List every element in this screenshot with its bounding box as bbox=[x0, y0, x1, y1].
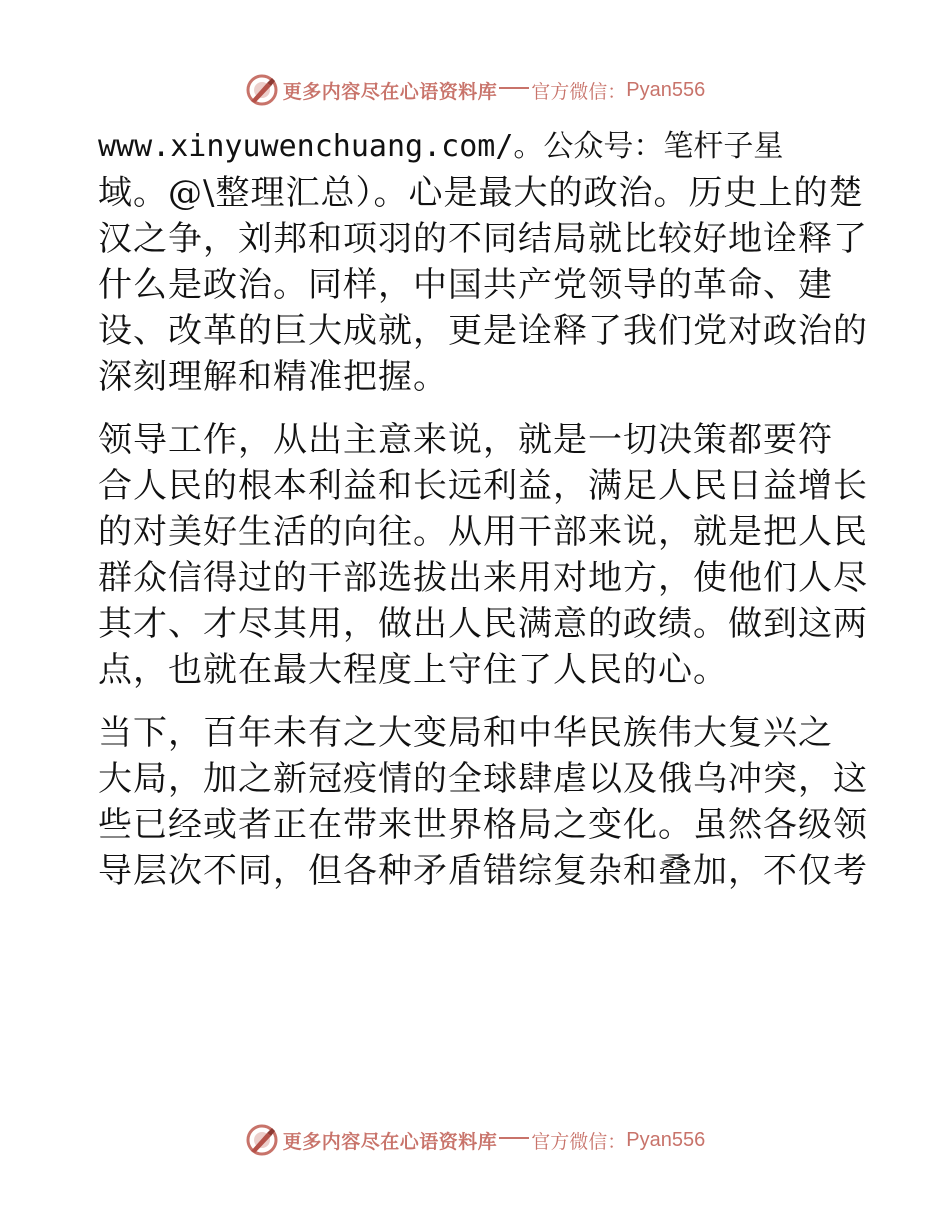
footer-dash bbox=[499, 1137, 529, 1139]
paragraph-line: 设、改革的巨大成就，更是诠释了我们党对政治的 bbox=[98, 311, 868, 351]
header-wechat-id: Pyan556 bbox=[626, 78, 706, 101]
paragraph-1 bbox=[98, 124, 868, 400]
paragraph-line: 其才、才尽其用，做出人民满意的政绩。做到这两 bbox=[98, 604, 868, 644]
footer-sub-text: 官方微信： bbox=[531, 1130, 627, 1153]
paragraph-line: 的对美好生活的向往。从用干部来说，就是把人民 bbox=[98, 512, 868, 552]
paragraph-line: 点，也就在最大程度上守住了人民的心。 bbox=[98, 650, 728, 690]
paragraph-line: 域。@\整理汇总）。心是最大的政治。历史上的楚 bbox=[98, 173, 864, 213]
pen-logo-icon bbox=[245, 1123, 279, 1157]
paragraph-line: 领导工作，从出主意来说，就是一切决策都要符 bbox=[98, 420, 833, 460]
paragraph-line: 深刻理解和精准把握。 bbox=[98, 357, 448, 397]
header-main-text: 更多内容尽在心语资料库 bbox=[282, 80, 498, 103]
header-sub-text: 官方微信： bbox=[531, 80, 627, 103]
paragraph-line: 导层次不同，但各种矛盾错综复杂和叠加，不仅考 bbox=[98, 851, 868, 891]
paragraph-line: 汉之争，刘邦和项羽的不同结局就比较好地诠释了 bbox=[98, 219, 868, 259]
header-dash bbox=[499, 87, 529, 89]
paragraph-line: 当下，百年未有之大变局和中华民族伟大复兴之 bbox=[98, 713, 833, 753]
paragraph-line: 些已经或者正在带来世界格局之变化。虽然各级领 bbox=[98, 805, 868, 845]
paragraph-line: 大局，加之新冠疫情的全球肆虐以及俄乌冲突，这 bbox=[98, 759, 868, 799]
paragraph-3 bbox=[98, 710, 868, 894]
footer-main-text: 更多内容尽在心语资料库 bbox=[282, 1130, 498, 1153]
paragraph-2 bbox=[98, 417, 868, 693]
paragraph-line: www.xinyuwenchuang.com/。公众号：笔杆子星 bbox=[98, 129, 784, 164]
paragraph-line: 合人民的根本利益和长远利益，满足人民日益增长 bbox=[98, 466, 868, 506]
document-body bbox=[98, 124, 868, 894]
footer-banner bbox=[0, 1120, 950, 1160]
header-banner bbox=[0, 70, 950, 110]
paragraph-line: 群众信得过的干部选拔出来用对地方，使他们人尽 bbox=[98, 558, 868, 598]
footer-wechat-id: Pyan556 bbox=[626, 1128, 706, 1151]
pen-logo-icon bbox=[245, 73, 279, 107]
paragraph-line: 什么是政治。同样，中国共产党领导的革命、建 bbox=[98, 265, 833, 305]
